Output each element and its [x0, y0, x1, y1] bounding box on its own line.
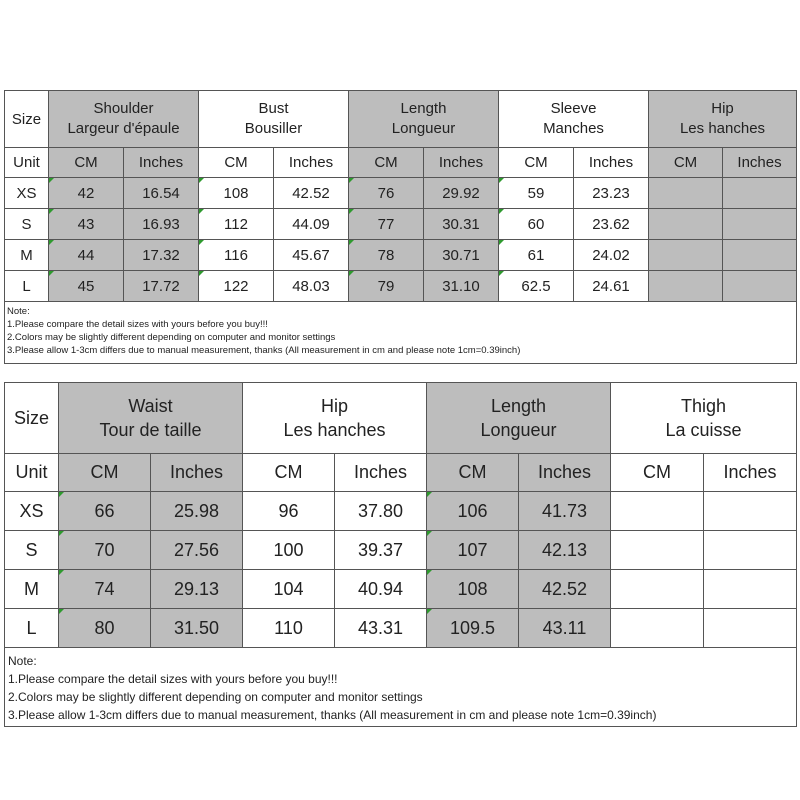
- note-row: [5, 648, 797, 727]
- value-cell: 110: [243, 609, 335, 648]
- value-cell: 31.10: [424, 271, 499, 302]
- group-name-fr: Largeur d'épaule: [67, 120, 180, 137]
- unit-cell: CM: [199, 148, 274, 178]
- unit-cell: Inches: [574, 148, 649, 178]
- value-cell: [704, 531, 797, 570]
- value-cell: 61: [499, 240, 574, 271]
- unit-row: [5, 454, 797, 492]
- table-row: [5, 492, 797, 531]
- value-cell: 96: [243, 492, 335, 531]
- value-cell: 44: [49, 240, 124, 271]
- size-cell: XS: [5, 178, 49, 209]
- group-name: Thigh: [681, 396, 727, 416]
- value-cell: 16.93: [124, 209, 199, 240]
- value-cell: [723, 209, 797, 240]
- value-cell: 66: [59, 492, 151, 531]
- value-cell: 29.92: [424, 178, 499, 209]
- header-row: [5, 383, 797, 454]
- value-cell: 77: [349, 209, 424, 240]
- group-name: Shoulder: [93, 100, 154, 117]
- value-cell: 39.37: [335, 531, 427, 570]
- value-cell: [704, 570, 797, 609]
- value-cell: 76: [349, 178, 424, 209]
- note-line: 1.Please compare the detail sizes with yours before you buy!!!: [7, 319, 268, 330]
- shoulder-header: [49, 91, 199, 148]
- group-name: Bust: [258, 100, 289, 117]
- value-cell: 42.52: [274, 178, 349, 209]
- unit-cell: CM: [427, 454, 519, 492]
- value-cell: [704, 492, 797, 531]
- note-row: [5, 302, 797, 364]
- unit-cell: Inches: [424, 148, 499, 178]
- group-name-fr: Longueur: [480, 420, 557, 440]
- unit-cell: CM: [243, 454, 335, 492]
- value-cell: 106: [427, 492, 519, 531]
- waist-header: [59, 383, 243, 454]
- bust-header: [199, 91, 349, 148]
- unit-cell: Inches: [335, 454, 427, 492]
- group-name-fr: Bousiller: [244, 120, 303, 137]
- unit-cell: Inches: [519, 454, 611, 492]
- value-cell: 60: [499, 209, 574, 240]
- group-name-fr: Longueur: [391, 120, 456, 137]
- value-cell: [649, 178, 723, 209]
- value-cell: 17.32: [124, 240, 199, 271]
- value-cell: 41.73: [519, 492, 611, 531]
- value-cell: [723, 271, 797, 302]
- value-cell: 107: [427, 531, 519, 570]
- note-line: 1.Please compare the detail sizes with yours before you buy!!!: [8, 672, 338, 686]
- value-cell: [723, 240, 797, 271]
- unit-header: Unit: [5, 454, 59, 492]
- value-cell: 104: [243, 570, 335, 609]
- note-line: 2.Colors may be slightly different depending on computer and monitor settings: [7, 332, 336, 343]
- unit-cell: CM: [349, 148, 424, 178]
- note-line: 2.Colors may be slightly different depending on computer and monitor settings: [8, 690, 423, 704]
- group-name-fr: Les hanches: [283, 420, 386, 440]
- table-row: [5, 240, 797, 271]
- top-size-chart: [4, 90, 797, 364]
- size-cell: S: [5, 209, 49, 240]
- unit-row: [5, 148, 797, 178]
- value-cell: 116: [199, 240, 274, 271]
- length-header: [349, 91, 499, 148]
- size-header: Size: [5, 383, 59, 454]
- value-cell: 109.5: [427, 609, 519, 648]
- value-cell: 100: [243, 531, 335, 570]
- value-cell: 24.02: [574, 240, 649, 271]
- value-cell: 25.98: [151, 492, 243, 531]
- group-name: Hip: [711, 100, 734, 117]
- size-cell: M: [5, 240, 49, 271]
- bottom-size-chart: [4, 382, 797, 727]
- unit-cell: Inches: [124, 148, 199, 178]
- value-cell: 42: [49, 178, 124, 209]
- unit-cell: Inches: [274, 148, 349, 178]
- group-name: Length: [400, 100, 447, 117]
- header-row: [5, 91, 797, 148]
- value-cell: 17.72: [124, 271, 199, 302]
- group-name: Sleeve: [550, 100, 597, 117]
- value-cell: [611, 531, 704, 570]
- value-cell: [649, 209, 723, 240]
- size-cell: L: [5, 271, 49, 302]
- unit-cell: CM: [649, 148, 723, 178]
- unit-cell: CM: [49, 148, 124, 178]
- unit-cell: CM: [499, 148, 574, 178]
- note-line: 3.Please allow 1-3cm differs due to manual measurement, thanks (All measurement in cm and please note 1cm=0.39inch): [7, 345, 521, 356]
- value-cell: 45: [49, 271, 124, 302]
- table-row: [5, 609, 797, 648]
- note-line: 3.Please allow 1-3cm differs due to manual measurement, thanks (All measurement in cm and please note 1cm=0.39inch): [8, 708, 657, 722]
- group-name-fr: Manches: [543, 120, 604, 137]
- value-cell: 108: [427, 570, 519, 609]
- unit-cell: CM: [59, 454, 151, 492]
- unit-cell: Inches: [704, 454, 797, 492]
- value-cell: 42.13: [519, 531, 611, 570]
- unit-cell: Inches: [151, 454, 243, 492]
- size-cell: XS: [5, 492, 59, 531]
- table-row: [5, 271, 797, 302]
- value-cell: 23.62: [574, 209, 649, 240]
- note-title: Note:: [7, 306, 30, 317]
- value-cell: 44.09: [274, 209, 349, 240]
- value-cell: 31.50: [151, 609, 243, 648]
- value-cell: [611, 609, 704, 648]
- value-cell: 48.03: [274, 271, 349, 302]
- size-cell: L: [5, 609, 59, 648]
- note-block: [5, 302, 797, 364]
- value-cell: 29.13: [151, 570, 243, 609]
- value-cell: 43: [49, 209, 124, 240]
- value-cell: 122: [199, 271, 274, 302]
- sleeve-header: [499, 91, 649, 148]
- unit-cell: Inches: [723, 148, 797, 178]
- value-cell: [611, 570, 704, 609]
- value-cell: 30.31: [424, 209, 499, 240]
- table-row: [5, 178, 797, 209]
- hip-header: [649, 91, 797, 148]
- table-row: [5, 570, 797, 609]
- value-cell: [704, 609, 797, 648]
- unit-header: Unit: [5, 148, 49, 178]
- value-cell: 108: [199, 178, 274, 209]
- size-cell: S: [5, 531, 59, 570]
- value-cell: 23.23: [574, 178, 649, 209]
- value-cell: 62.5: [499, 271, 574, 302]
- thigh-header: [611, 383, 797, 454]
- value-cell: 45.67: [274, 240, 349, 271]
- value-cell: 43.31: [335, 609, 427, 648]
- value-cell: 43.11: [519, 609, 611, 648]
- group-name-fr: La cuisse: [665, 420, 742, 440]
- hip-header: [243, 383, 427, 454]
- group-name: Waist: [128, 396, 173, 416]
- value-cell: 79: [349, 271, 424, 302]
- value-cell: [649, 271, 723, 302]
- value-cell: 16.54: [124, 178, 199, 209]
- group-name: Length: [490, 396, 547, 416]
- value-cell: 59: [499, 178, 574, 209]
- value-cell: 80: [59, 609, 151, 648]
- value-cell: 78: [349, 240, 424, 271]
- value-cell: 74: [59, 570, 151, 609]
- length-header: [427, 383, 611, 454]
- value-cell: 30.71: [424, 240, 499, 271]
- value-cell: [723, 178, 797, 209]
- value-cell: 27.56: [151, 531, 243, 570]
- value-cell: 24.61: [574, 271, 649, 302]
- value-cell: [611, 492, 704, 531]
- value-cell: 37.80: [335, 492, 427, 531]
- table-row: [5, 209, 797, 240]
- value-cell: 40.94: [335, 570, 427, 609]
- table-row: [5, 531, 797, 570]
- value-cell: 70: [59, 531, 151, 570]
- value-cell: [649, 240, 723, 271]
- note-block: [5, 648, 797, 727]
- group-name-fr: Les hanches: [679, 120, 766, 137]
- value-cell: 112: [199, 209, 274, 240]
- note-title: Note:: [8, 654, 37, 668]
- size-cell: M: [5, 570, 59, 609]
- unit-cell: CM: [611, 454, 704, 492]
- group-name: Hip: [321, 396, 349, 416]
- value-cell: 42.52: [519, 570, 611, 609]
- group-name-fr: Tour de taille: [99, 420, 202, 440]
- size-header: Size: [5, 91, 49, 148]
